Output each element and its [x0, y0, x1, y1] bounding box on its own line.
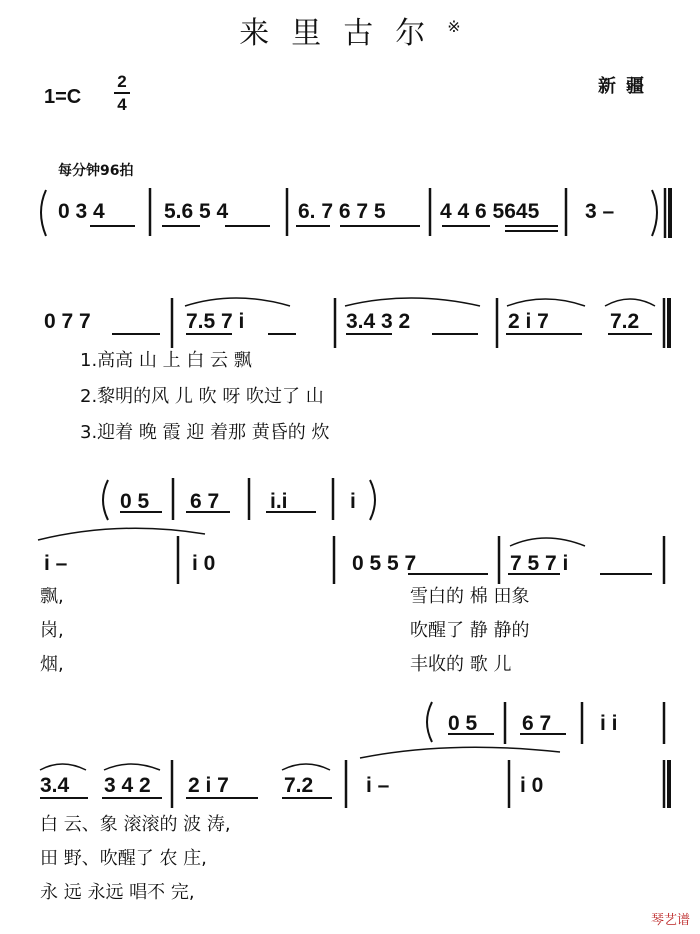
- line2-measure-1: 0 7 7: [44, 310, 91, 333]
- line4-measure-3: i –: [366, 774, 390, 797]
- interlude-paren-right: [370, 480, 375, 520]
- tempo-marking: 每分钟96拍: [58, 163, 134, 179]
- line3-measure-2: i 0: [192, 552, 216, 575]
- line3-measure-4: 7 5 7 i: [510, 552, 569, 575]
- time-numerator: 2: [117, 72, 127, 91]
- repeat-paren-left: [41, 190, 46, 236]
- lyric-verse1-d: 白 云、象 滚滚的 波 涛,: [40, 814, 231, 835]
- underlines-row1: [90, 226, 558, 231]
- interlude-measure-3: i.i: [270, 490, 288, 513]
- title-text: 来里古尔: [239, 16, 448, 51]
- tie-row3: [38, 528, 205, 540]
- line3-measure-3: 0 5 5 7: [352, 552, 417, 575]
- lyric-verse2-d: 田 野、吹醒了 农 庄,: [40, 848, 207, 869]
- slurs-row4: [40, 747, 560, 770]
- slurs-row2: [185, 298, 655, 306]
- line4-measure-2b: 7.2: [284, 774, 314, 797]
- barlines-row4: [172, 760, 669, 808]
- intro-measure-5: 3 –: [585, 200, 615, 223]
- lyric-verse2-b: 岗,: [40, 620, 64, 641]
- intro-measure-1: 0 3 4: [58, 200, 105, 223]
- interlude2-paren-left: [427, 702, 432, 742]
- interlude-measure-1: 0 5: [120, 490, 150, 513]
- interlude-measure-4: i: [350, 490, 356, 513]
- line2-measure-4: 2 i 7: [508, 310, 549, 333]
- interlude-paren-left: [103, 480, 108, 520]
- title-footnote-mark: ※: [447, 17, 461, 36]
- lyric-verse1-b: 飘,: [40, 586, 64, 607]
- lyric-verse2-a: 2.黎明的风 儿 吹 呀 吹过了 山: [80, 386, 324, 407]
- intro-measure-2: 5.6 5 4: [164, 200, 229, 223]
- slur-row3: [510, 538, 585, 546]
- barlines-row2: [172, 298, 669, 348]
- lyric-verse3-b: 烟,: [40, 654, 64, 675]
- lyric-verse3-c: 丰收的 歌 儿: [410, 654, 512, 675]
- line4-measure-2a: 2 i 7: [188, 774, 229, 797]
- interlude2-measure-1: 0 5: [448, 712, 478, 735]
- lyric-verse1-a: 1.高高 山 上 白 云 飘: [80, 350, 252, 371]
- line2-measure-2: 7.5 7 i: [186, 310, 245, 333]
- line2-measure-3: 3.4 3 2: [346, 310, 411, 333]
- key-signature: 1=C: [44, 86, 82, 108]
- time-denominator: 4: [117, 95, 127, 114]
- intro-measure-3: 6. 7 6 7 5: [298, 200, 386, 223]
- line4-measure-1a: 3.4: [40, 774, 70, 797]
- line4-measure-1b: 3 4 2: [104, 774, 151, 797]
- line3-measure-1: i –: [44, 552, 68, 575]
- interlude2-measure-2: 6 7: [522, 712, 552, 735]
- line2-measure-5: 7.2: [610, 310, 640, 333]
- interlude2-measure-3: i i: [600, 712, 618, 735]
- lyric-verse3-d: 永 远 永远 唱不 完,: [40, 882, 195, 903]
- song-origin: 新疆: [598, 76, 654, 97]
- line4-measure-4: i 0: [520, 774, 544, 797]
- intro-measure-4: 4 4 6 5645: [440, 200, 540, 223]
- lyric-verse3-a: 3.迎着 晚 霞 迎 着那 黄昏的 炊: [80, 422, 330, 443]
- lyric-verse2-c: 吹醒了 静 静的: [410, 620, 530, 641]
- interlude-measure-2: 6 7: [190, 490, 220, 513]
- barlines-row3: [178, 536, 664, 584]
- lyric-verse1-c: 雪白的 棉 田象: [410, 586, 530, 607]
- repeat-paren-right: [652, 190, 657, 236]
- watermark-logo: 琴艺谱: [650, 913, 690, 928]
